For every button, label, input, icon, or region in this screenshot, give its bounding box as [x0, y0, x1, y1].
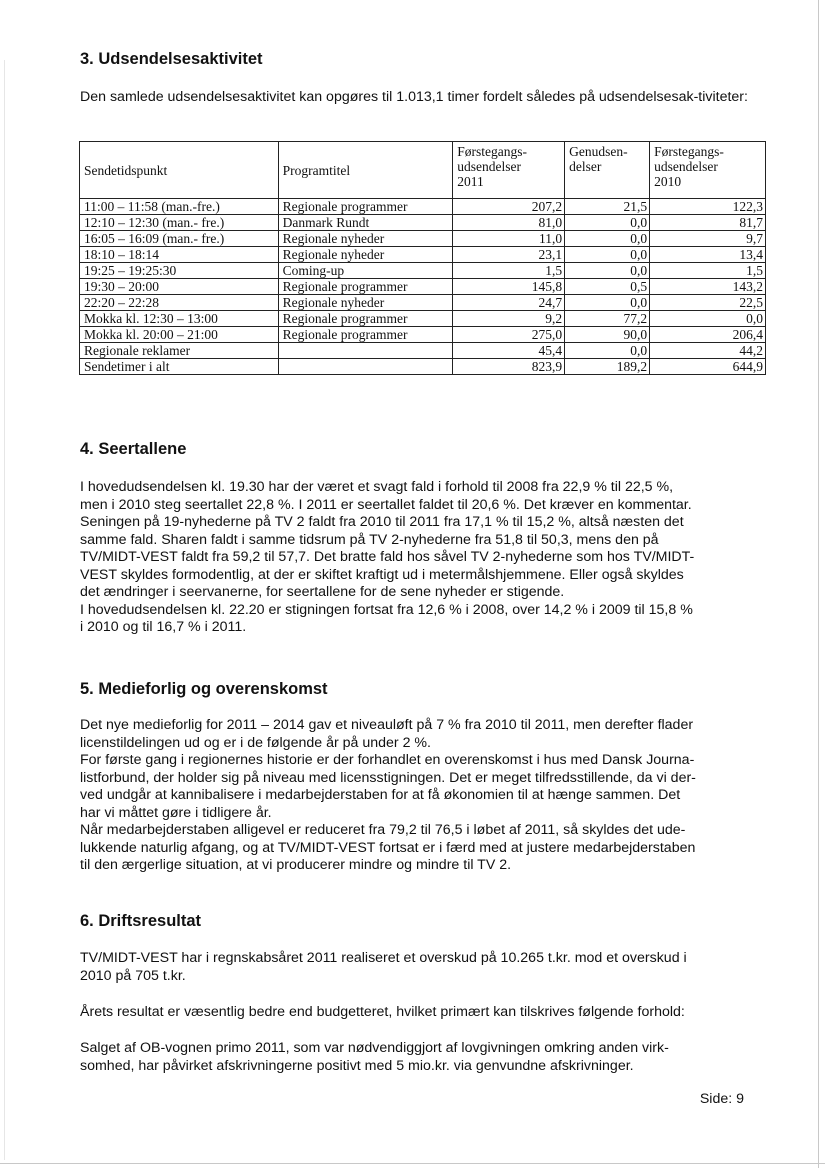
scan-edge-left — [4, 60, 5, 1160]
scan-edge-right — [818, 0, 819, 1168]
cell-program: Regionale nyheder — [278, 231, 453, 247]
cell-time: Regionale reklamer — [80, 343, 279, 359]
cell-repeats: 0,0 — [565, 263, 650, 279]
table-row — [80, 263, 766, 279]
header-first-2010-line: udsendelser — [654, 159, 718, 174]
cell-time: 19:30 – 20:00 — [80, 279, 279, 295]
section-6-heading: 6. Driftsresultat — [80, 912, 202, 930]
cell-time: Mokka kl. 12:30 – 13:00 — [80, 311, 279, 327]
cell-program: Regionale nyheder — [278, 295, 453, 311]
cell-first-2010: 644,9 — [650, 359, 766, 375]
header-first-2010-line: 2010 — [654, 174, 682, 189]
text-line: VEST skyldes formodentlig, at der er skiftet kraftigt ud i metermålshjemmene. Eller også skyldes — [80, 566, 684, 583]
text-line: licenstildelingen ud og er i de følgende år på under 2 %. — [80, 734, 431, 751]
cell-repeats: 77,2 — [565, 311, 650, 327]
text-line: TV/MIDT-VEST har i regnskabsåret 2011 realiseret et overskud på 10.265 t.kr. mod et overskud i — [80, 950, 687, 966]
cell-repeats: 0,5 — [565, 279, 650, 295]
cell-program — [278, 359, 453, 375]
cell-program: Regionale programmer — [278, 327, 453, 343]
cell-first-2011: 275,0 — [453, 327, 565, 343]
cell-repeats: 0,0 — [565, 343, 650, 359]
header-time: Sendetidspunkt — [80, 142, 279, 199]
table-row — [80, 215, 766, 231]
cell-first-2011: 24,7 — [453, 295, 565, 311]
cell-first-2011: 1,5 — [453, 263, 565, 279]
cell-first-2011: 23,1 — [453, 247, 565, 263]
table-row — [80, 343, 766, 359]
cell-first-2011: 207,2 — [453, 199, 565, 215]
section-5-heading: 5. Medieforlig og overenskomst — [80, 680, 328, 698]
cell-repeats: 0,0 — [565, 215, 650, 231]
text-line: det ændringer i seervanerne, for seertallene for de sene nyheder er stigende. — [80, 584, 565, 600]
text-line: til den ærgerlige situation, at vi producerer mindre og mindre til TV 2. — [80, 857, 512, 873]
table-row — [80, 327, 766, 343]
section-6-paragraph-1 — [80, 950, 770, 985]
header-first-2011-line: 2011 — [457, 174, 484, 189]
text-line: Salget af OB-vognen primo 2011, som var nødvendiggjort af lovgivningen omkring anden virk- — [80, 1040, 669, 1056]
text-line: Når medarbejderstaben alligevel er reduceret fra 79,2 til 76,5 i løbet af 2011, så skyldes det ude- — [80, 822, 686, 838]
cell-time: 11:00 – 11:58 (man.-fre.) — [80, 199, 279, 215]
cell-first-2010: 44,2 — [650, 343, 766, 359]
cell-first-2011: 145,8 — [453, 279, 565, 295]
cell-time: 22:20 – 22:28 — [80, 295, 279, 311]
cell-repeats: 189,2 — [565, 359, 650, 375]
broadcast-table — [79, 141, 766, 375]
section-4-text — [80, 479, 770, 637]
header-first-2010-line: Førstegangs- — [654, 144, 724, 159]
text-line: listforbund, der holder sig på niveau med licensstigningen. Det er meget tilfredsstillende, da vi der- — [80, 769, 696, 786]
section-4-heading: 4. Seertallene — [80, 440, 187, 458]
scan-edge-bottom — [0, 1163, 825, 1164]
table-row — [80, 279, 766, 295]
cell-program: Regionale programmer — [278, 311, 453, 327]
cell-first-2011: 823,9 — [453, 359, 565, 375]
text-line: har vi måttet gøre i tidligere år. — [80, 804, 272, 821]
table-row — [80, 247, 766, 263]
section-6-paragraph-2 — [80, 1004, 770, 1022]
text-line: 2010 på 705 t.kr. — [80, 967, 186, 984]
header-program: Programtitel — [278, 142, 453, 199]
section-3-intro — [80, 89, 752, 107]
cell-program: Regionale programmer — [278, 279, 453, 295]
cell-time: 16:05 – 16:09 (man.- fre.) — [80, 231, 279, 247]
cell-repeats: 21,5 — [565, 199, 650, 215]
cell-first-2010: 9,7 — [650, 231, 766, 247]
cell-time: Sendetimer i alt — [80, 359, 279, 375]
text-line: Årets resultat er væsentlig bedre end budgetteret, hvilket primært kan tilskrives følgende forhold: — [80, 1004, 685, 1020]
table-row — [80, 311, 766, 327]
cell-program: Regionale programmer — [278, 199, 453, 215]
header-repeats-line: delser — [569, 159, 602, 174]
cell-first-2010: 0,0 — [650, 311, 766, 327]
header-first-2011 — [453, 142, 565, 199]
header-repeats-line: Genudsen- — [569, 144, 628, 159]
text-line: I hovedudsendelsen kl. 19.30 har der været et svagt fald i forhold til 2008 fra 22,9 % til 22,5 %, — [80, 479, 674, 495]
text-line: ved undgår at kannibalisere i medarbejderstaben for at få økonomien til at hænge sammen. Det — [80, 787, 681, 803]
cell-repeats: 0,0 — [565, 247, 650, 263]
cell-program: Danmark Rundt — [278, 215, 453, 231]
section-6-paragraph-3 — [80, 1040, 770, 1075]
cell-time: 18:10 – 18:14 — [80, 247, 279, 263]
cell-program — [278, 343, 453, 359]
cell-first-2010: 1,5 — [650, 263, 766, 279]
table-row — [80, 231, 766, 247]
cell-first-2011: 9,2 — [453, 311, 565, 327]
cell-repeats: 90,0 — [565, 327, 650, 343]
table-row — [80, 199, 766, 215]
text-line: i 2010 og til 16,7 % i 2011. — [80, 619, 247, 635]
text-line: samme fald. Sharen faldt i samme tidsrum på TV 2-nyhederne fra 51,8 til 50,3, mens den på — [80, 531, 659, 548]
cell-first-2010: 81,7 — [650, 215, 766, 231]
cell-repeats: 0,0 — [565, 231, 650, 247]
cell-time: 19:25 – 19:25:30 — [80, 263, 279, 279]
section-3-heading: 3. Udsendelsesaktivitet — [80, 50, 263, 68]
cell-first-2010: 122,3 — [650, 199, 766, 215]
header-first-2011-line: udsendelser — [457, 159, 522, 174]
text-line: Det nye medieforlig for 2011 – 2014 gav et niveauløft på 7 % fra 2010 til 2011, men derefter flader — [80, 717, 694, 733]
table-header-row — [80, 142, 766, 199]
cell-repeats: 0,0 — [565, 295, 650, 311]
text-line: TV/MIDT-VEST faldt fra 59,2 til 57,7. Det bratte fald hos såvel TV 2-nyhederne som hos TV/MIDT- — [80, 549, 695, 565]
text-line: I hovedudsendelsen kl. 22.20 er stigningen fortsat fra 12,6 % i 2008, over 14,2 % i 2009 til 15,8 % — [80, 601, 693, 618]
cell-first-2011: 45,4 — [453, 343, 565, 359]
text-line: For første gang i regionernes historie er der forhandlet en overenskomst i hus med Dansk Journa- — [80, 752, 695, 768]
header-first-2011-line: Førstegangs- — [457, 144, 528, 159]
cell-time: Mokka kl. 20:00 – 21:00 — [80, 327, 279, 343]
cell-first-2011: 81,0 — [453, 215, 565, 231]
cell-program: Regionale nyheder — [278, 247, 453, 263]
text-line: men i 2010 steg seertallet 22,8 %. I 2011 er seertallet faldet til 20,6 %. Det kræver en kommentar. — [80, 496, 692, 513]
cell-program: Coming-up — [278, 263, 453, 279]
table-row — [80, 295, 766, 311]
table-total-row — [80, 359, 766, 375]
cell-time: 12:10 – 12:30 (man.- fre.) — [80, 215, 279, 231]
cell-first-2010: 206,4 — [650, 327, 766, 343]
header-repeats — [565, 142, 650, 199]
text-line: somhed, har påvirket afskrivningerne positivt med 5 mio.kr. via genvundne afskrivninger. — [80, 1057, 634, 1074]
section-5-text — [80, 717, 770, 875]
section-3-intro-text: Den samlede udsendelsesaktivitet kan opgøres til 1.013,1 timer fordelt således på udsendelsesak-tiviteter: — [80, 89, 748, 105]
page-number: Side: 9 — [699, 1091, 744, 1107]
cell-first-2010: 13,4 — [650, 247, 766, 263]
cell-first-2010: 22,5 — [650, 295, 766, 311]
text-line: lukkende naturlig afgang, og at TV/MIDT-VEST fortsat er i færd med at justere medarbejderstaben — [80, 839, 696, 856]
cell-first-2011: 11,0 — [453, 231, 565, 247]
text-line: Seningen på 19-nyhederne på TV 2 faldt fra 2010 til 2011 fra 17,1 % til 15,2 %, altså næsten det — [80, 514, 684, 530]
header-first-2010 — [650, 142, 766, 199]
cell-first-2010: 143,2 — [650, 279, 766, 295]
